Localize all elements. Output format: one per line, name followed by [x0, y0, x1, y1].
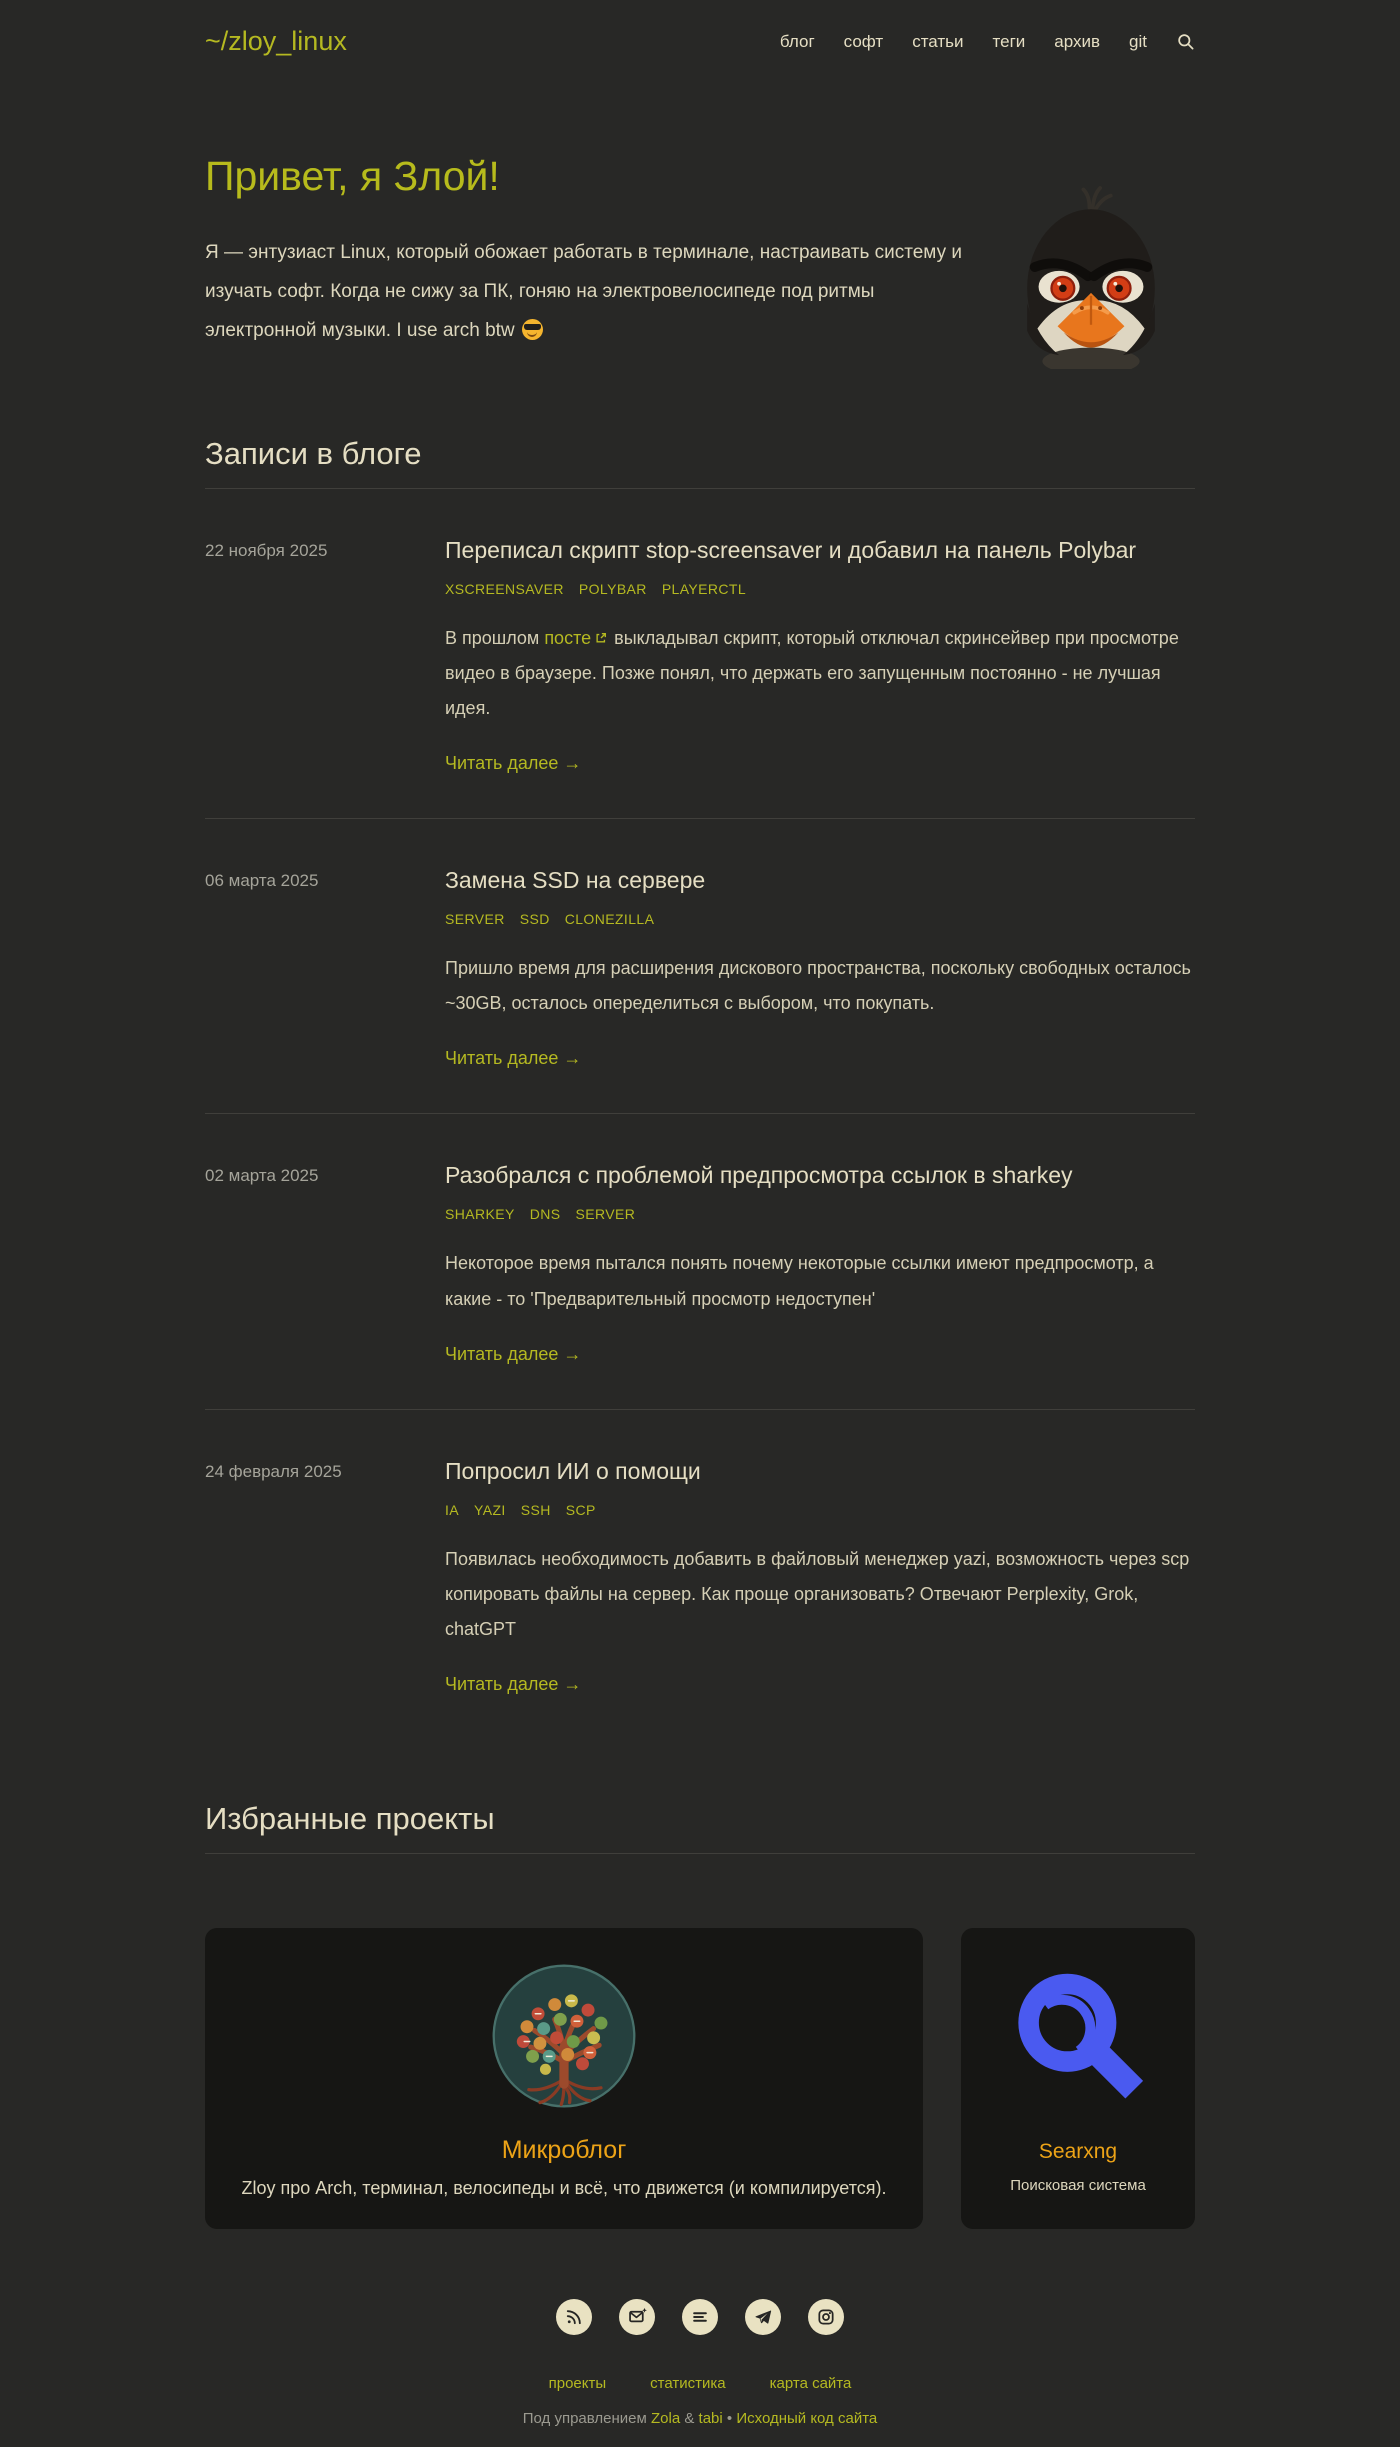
footer-links [205, 2375, 1195, 2392]
site-footer [205, 2299, 1195, 2447]
social-icons [205, 2299, 1195, 2335]
post-excerpt: В прошлом посте выкладывал скрипт, который отключал скринсейвер при просмотре видео в браузере. Позже понял, что держать его запущенным постоянно - не лучшая идея. [445, 621, 1195, 726]
tag-link[interactable]: POLYBAR [578, 581, 647, 597]
post-tags [445, 581, 1195, 597]
project-card-title: Searxng [1038, 2139, 1118, 2163]
project-card-description: Zloy про Arch, терминал, велосипеды и всё, что движется (и компилируется). [241, 2177, 887, 2198]
powered-prefix: Под управлением [522, 2409, 647, 2427]
project-card-title: Микроблог [501, 2135, 627, 2164]
blog-post [205, 1410, 1195, 1739]
list-icon[interactable] [682, 2299, 718, 2335]
zola-link[interactable]: Zola [650, 2409, 681, 2427]
tag-link[interactable]: XSCREENSAVER [445, 581, 564, 597]
tag-link[interactable]: SERVER [445, 911, 505, 928]
hero-title: Привет, я Злой! [205, 153, 500, 199]
footer-link-sitemap[interactable]: карта сайта [769, 2374, 852, 2392]
nav-item-blog[interactable]: блог [779, 31, 815, 51]
angry-penguin-image [1015, 181, 1167, 374]
tag-link[interactable]: SHARKEY [445, 1206, 515, 1223]
tag-link[interactable]: PLAYERCTL [661, 581, 747, 597]
hero-paragraph: Я — энтузиаст Linux, который обожает работать в терминале, настраивать систему и изучать софт. Когда не сижу за ПК, гоняю на электровелосипеде под ритмы электронной музыки. I use arch btw [205, 242, 962, 341]
nav-item-tags[interactable]: теги [992, 31, 1026, 51]
footer-link-projects[interactable]: проекты [548, 2374, 607, 2392]
sunglasses-emoji [522, 319, 543, 340]
post-date: 02 марта 2025 [205, 1166, 319, 1186]
post-tags [445, 911, 1195, 927]
email-icon[interactable] [619, 2299, 655, 2335]
post-title-link[interactable]: Разобрался с проблемой предпросмотра ссылок в sharkey [445, 1162, 1073, 1189]
blog-post [205, 489, 1195, 819]
tag-link[interactable]: SSD [519, 911, 550, 928]
project-card-microblog[interactable] [205, 1928, 923, 2229]
main-nav [780, 32, 1195, 52]
tag-link[interactable]: IA [445, 1501, 460, 1518]
blog-section [205, 436, 1195, 1739]
nav-item-soft[interactable]: софт [843, 31, 884, 51]
post-tags [445, 1206, 1195, 1222]
post-title-link[interactable]: Попросил ИИ о помощи [445, 1457, 701, 1484]
telegram-icon[interactable] [745, 2299, 781, 2335]
instagram-icon[interactable] [808, 2299, 844, 2335]
rss-icon[interactable] [556, 2299, 592, 2335]
tag-link[interactable]: YAZI [474, 1501, 506, 1518]
tag-link[interactable]: SERVER [575, 1206, 636, 1223]
read-more-link[interactable]: Читать далее → [445, 1048, 582, 1069]
tabi-link[interactable]: tabi [698, 2409, 723, 2427]
footer-link-statistics[interactable]: статистика [650, 2374, 726, 2392]
post-inline-link[interactable]: посте [544, 628, 592, 648]
read-more-link[interactable]: Читать далее → [445, 1343, 582, 1364]
nav-item-articles[interactable]: статьи [912, 31, 964, 51]
projects-heading: Избранные проекты [205, 1801, 1195, 1854]
post-date: 22 ноября 2025 [205, 541, 328, 560]
nav-item-archive[interactable]: архив [1054, 31, 1101, 51]
microblog-tree-image [229, 1962, 899, 2110]
hero-section [205, 153, 1195, 374]
project-card-description: Поисковая система [1010, 2176, 1146, 2194]
blog-post [205, 1114, 1195, 1409]
page-container [205, 0, 1195, 2447]
site-header [205, 0, 1195, 57]
searxng-logo [973, 1962, 1183, 2114]
blog-post [205, 819, 1195, 1114]
nav-item-git[interactable]: git [1129, 31, 1147, 51]
separator-dot: • [726, 2409, 733, 2427]
read-more-link[interactable]: Читать далее → [445, 1673, 582, 1694]
site-logo[interactable]: ~/zloy_linux [205, 26, 347, 56]
post-tags [445, 1502, 1195, 1518]
tag-link[interactable]: SSH [520, 1501, 551, 1518]
project-card-searxng[interactable] [961, 1928, 1195, 2229]
post-excerpt: Некоторое время пытался понять почему некоторые ссылки имеют предпросмотр, а какие - то 'Предварительный просмотр недоступен' [445, 1253, 1154, 1309]
tag-link[interactable]: DNS [529, 1206, 561, 1223]
powered-by-line [205, 2410, 1195, 2447]
blog-heading: Записи в блоге [205, 436, 1195, 489]
ampersand: & [684, 2409, 695, 2427]
projects-section [205, 1801, 1195, 2229]
external-link-icon [595, 621, 607, 656]
post-date: 24 февраля 2025 [205, 1461, 342, 1481]
source-code-link[interactable]: Исходный код сайта [736, 2409, 878, 2427]
post-date: 06 марта 2025 [205, 871, 319, 891]
search-icon[interactable] [1176, 32, 1195, 51]
post-title-link[interactable]: Переписал скрипт stop-screensaver и добавил на панель Polybar [445, 537, 1137, 563]
tag-link[interactable]: CLONEZILLA [564, 911, 655, 928]
tag-link[interactable]: SCP [565, 1501, 596, 1518]
post-excerpt: Пришло время для расширения дискового пространства, поскольку свободных осталось ~30GB, осталось опеределиться с выбором, что покупать. [445, 958, 1191, 1014]
post-title-link[interactable]: Замена SSD на сервере [445, 867, 706, 894]
read-more-link[interactable]: Читать далее → [445, 753, 582, 774]
post-excerpt: Появилась необходимость добавить в файловый менеджер yazi, возможность через scp копировать файлы на сервер. Как проще организовать? Отвечают Perplexity, Grok, chatGPT [445, 1548, 1190, 1639]
